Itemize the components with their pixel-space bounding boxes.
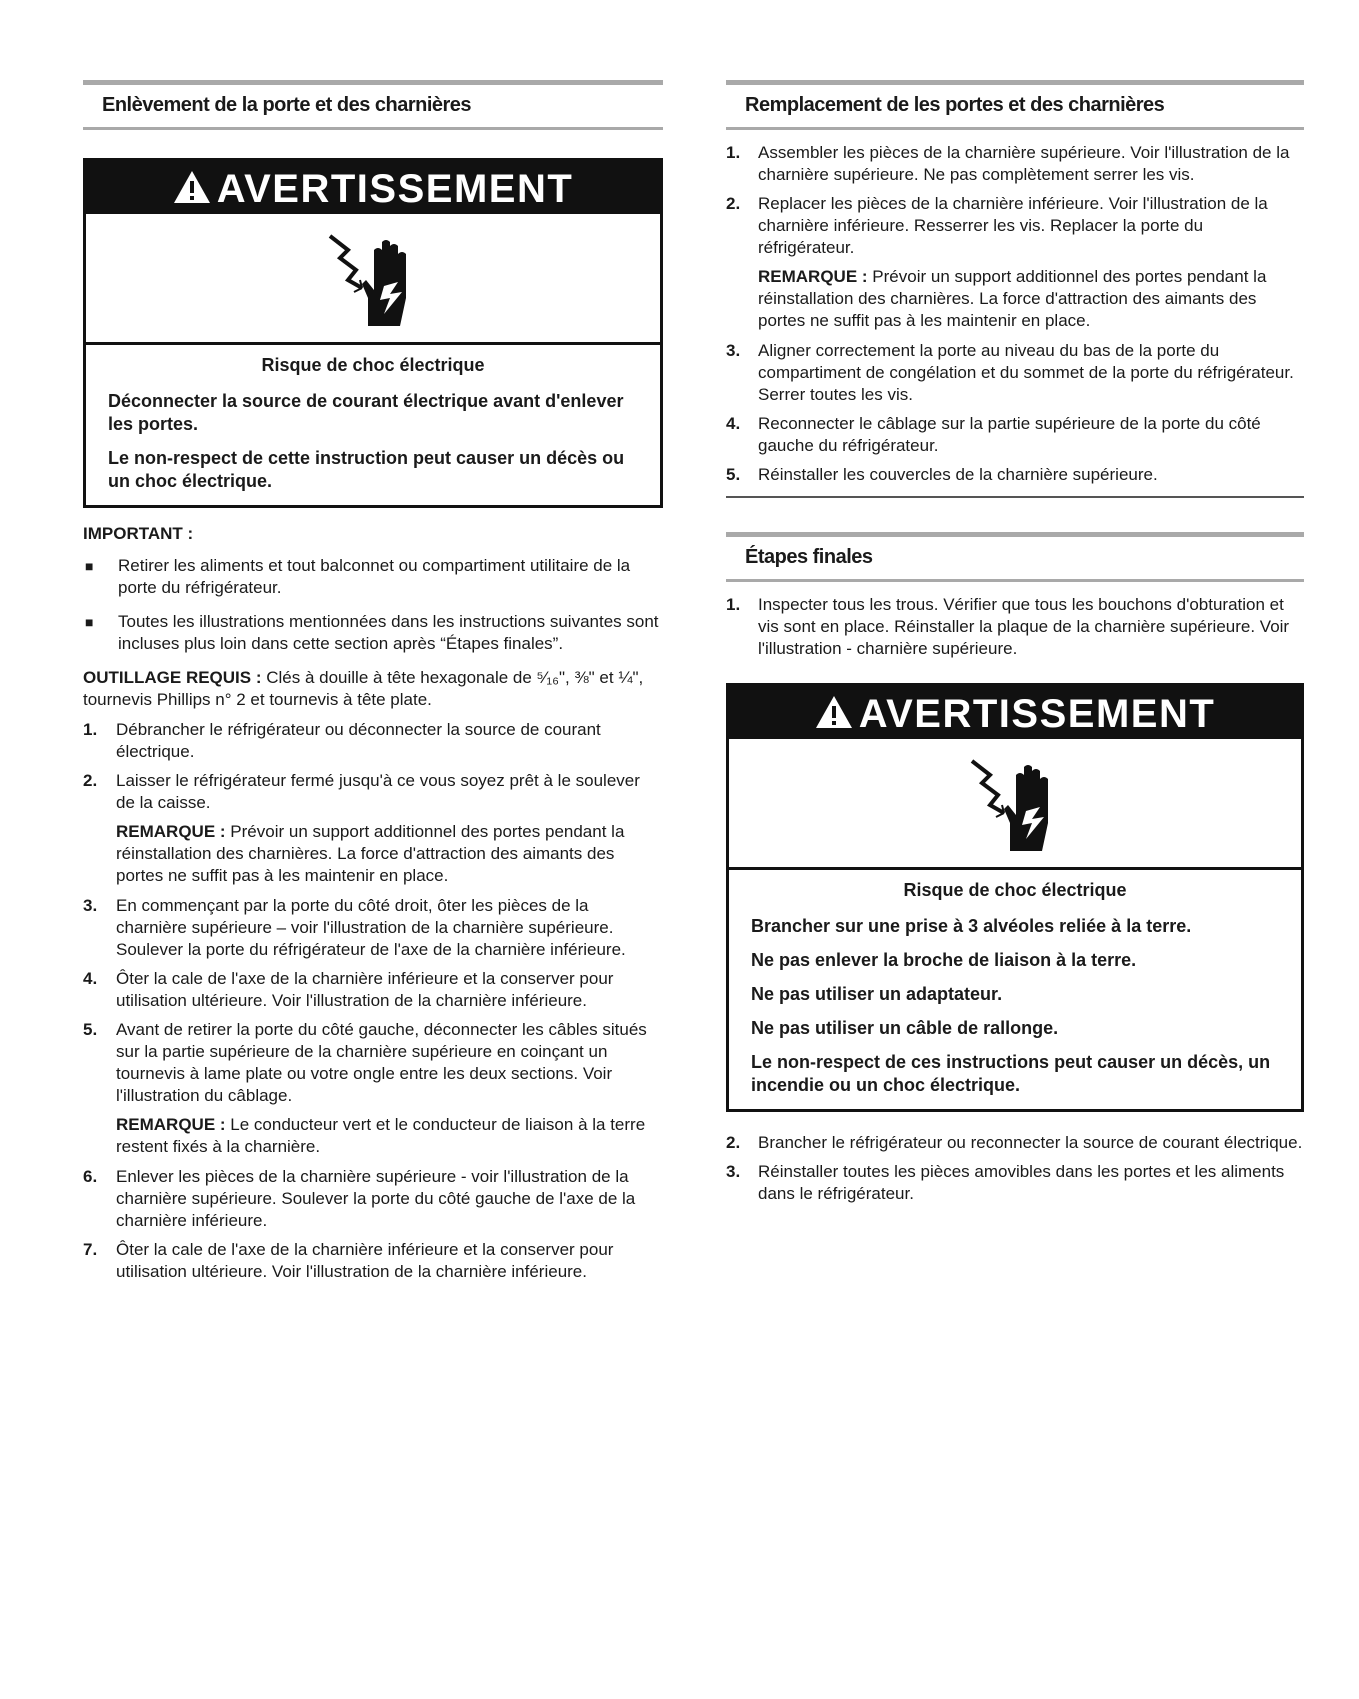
warning-line: Ne pas enlever la broche de liaison à la terre. bbox=[751, 950, 1137, 970]
warning-line: Brancher sur une prise à 3 alvéoles reliée à la terre. bbox=[751, 916, 1192, 936]
step-item: 1. Débrancher le réfrigérateur ou déconnecter la source de courant électrique. bbox=[83, 720, 601, 761]
step-item: 7. Ôter la cale de l'axe de la charnière inférieure et la conserver pour utilisation ultérieure. Voir l'illustration de la charnière inférieure. bbox=[83, 1240, 614, 1281]
warning-body bbox=[729, 870, 1301, 1109]
note: REMARQUE : Prévoir un support additionnel des portes pendant la réinstallation des charnières. La force d'attraction des aimants des portes ne suffit pas à les maintenir en place. bbox=[116, 822, 625, 885]
right-column bbox=[726, 80, 1304, 1212]
step-item: 2. Laisser le réfrigérateur fermé jusqu'à ce vous soyez prêt à le soulever de la caisse. bbox=[83, 771, 640, 812]
step-item: 4. Ôter la cale de l'axe de la charnière inférieure et la conserver pour utilisation ultérieure. Voir l'illustration de la charnière inférieure. bbox=[83, 969, 614, 1010]
warning-pictogram bbox=[729, 739, 1301, 870]
step-item: 6. Enlever les pièces de la charnière supérieure - voir l'illustration de la charnière supérieure. Soulever la porte du côté gauche de l'axe de la charnière inférieure. bbox=[83, 1167, 636, 1230]
electric-shock-hand-icon bbox=[318, 228, 428, 328]
step-item: 3. Réinstaller toutes les pièces amovibles dans les portes et les aliments dans le réfrigérateur. bbox=[726, 1162, 1285, 1203]
warning-title-bar bbox=[86, 161, 660, 214]
warning-line: Ne pas utiliser un câble de rallonge. bbox=[751, 1018, 1059, 1038]
bullet-item: ■ Toutes les illustrations mentionnées dans les instructions suivantes sont incluses plus loin dans cette section après “Étapes finales”. bbox=[85, 612, 659, 653]
bullet-square-icon: ■ bbox=[85, 614, 94, 630]
warning-title-bar bbox=[729, 686, 1301, 739]
warning-subtitle: Risque de choc électrique bbox=[261, 355, 485, 375]
section-heading-final-steps: Étapes finales bbox=[726, 532, 1304, 582]
warning-box bbox=[726, 683, 1304, 1112]
warning-triangle-icon bbox=[173, 163, 211, 219]
step-item: 4. Reconnecter le câblage sur la partie supérieure de la porte du côté gauche du réfrigérateur. bbox=[726, 414, 1261, 455]
electric-shock-hand-icon bbox=[960, 753, 1070, 853]
step-item: 2. Replacer les pièces de la charnière inférieure. Voir l'illustration de la charnière inférieure. Resserrer les vis. Replacer la porte du réfrigérateur. bbox=[726, 194, 1268, 257]
warning-line: Le non-respect de cette instruction peut causer un décès ou un choc électrique. bbox=[108, 448, 625, 491]
bullet-square-icon: ■ bbox=[85, 558, 94, 574]
tools-label: OUTILLAGE REQUIS : bbox=[83, 668, 262, 687]
bullet-item: ■ Retirer les aliments et tout balconnet ou compartiment utilitaire de la porte du réfrigérateur. bbox=[85, 556, 631, 597]
warning-line: Le non-respect de ces instructions peut causer un décès, un incendie ou un choc électrique. bbox=[751, 1052, 1271, 1095]
warning-pictogram bbox=[86, 214, 660, 345]
step-item: 1. Assembler les pièces de la charnière supérieure. Voir l'illustration de la charnière supérieure. Ne pas complètement serrer les vis. bbox=[726, 143, 1290, 184]
step-item: 1. Inspecter tous les trous. Vérifier que tous les bouchons d'obturation et vis sont en place. Réinstaller la plaque de la charnière supérieure. Voir l'illustration - charnière supérieure. bbox=[726, 595, 1290, 658]
warning-box bbox=[83, 158, 663, 508]
warning-line: Déconnecter la source de courant électrique avant d'enlever les portes. bbox=[108, 391, 624, 434]
warning-triangle-icon bbox=[815, 688, 853, 744]
warning-subtitle: Risque de choc électrique bbox=[903, 880, 1127, 900]
important-label: IMPORTANT : bbox=[83, 524, 194, 543]
step-item: 5. Réinstaller les couvercles de la charnière supérieure. bbox=[726, 465, 1158, 484]
warning-body bbox=[86, 345, 660, 505]
step-item: 2. Brancher le réfrigérateur ou reconnecter la source de courant électrique. bbox=[726, 1133, 1303, 1152]
note: REMARQUE : Le conducteur vert et le conducteur de liaison à la terre restent fixés à la charnière. bbox=[116, 1115, 646, 1156]
step-item: 3. En commençant par la porte du côté droit, ôter les pièces de la charnière supérieure – voir l'illustration de la charnière supérieure. Soulever la porte du réfrigérateur de l'axe de la charnière inférieure. bbox=[83, 896, 626, 959]
step-item: 5. Avant de retirer la porte du côté gauche, déconnecter les câbles situés sur la partie supérieure de la charnière supérieure en coinçant un tournevis à lame plate ou votre ongle entre les deux sections. Voir l'illustration du câblage. bbox=[83, 1020, 647, 1105]
warning-line: Ne pas utiliser un adaptateur. bbox=[751, 984, 1003, 1004]
section-heading-door-replacement: Remplacement de les portes et des charnières bbox=[726, 80, 1304, 130]
tools-required bbox=[83, 667, 663, 711]
step-item: 3. Aligner correctement la porte au niveau du bas de la porte du compartiment de congélation et du sommet de la porte du réfrigérateur. Serrer toutes les vis. bbox=[726, 341, 1294, 404]
note: REMARQUE : Prévoir un support additionnel des portes pendant la réinstallation des charnières. La force d'attraction des aimants des portes ne suffit pas à les maintenir en place. bbox=[758, 267, 1267, 330]
warning-title: AVERTISSEMENT bbox=[216, 167, 574, 211]
tools-text: Clés à douille à tête hexagonale de ⁵⁄₁₆", ⅜" et ¼", tournevis Phillips n° 2 et tournevis à tête plate. bbox=[83, 668, 644, 709]
warning-title: AVERTISSEMENT bbox=[858, 692, 1216, 736]
left-column bbox=[83, 80, 663, 1290]
section-heading-door-removal: Enlèvement de la porte et des charnières bbox=[83, 80, 663, 130]
